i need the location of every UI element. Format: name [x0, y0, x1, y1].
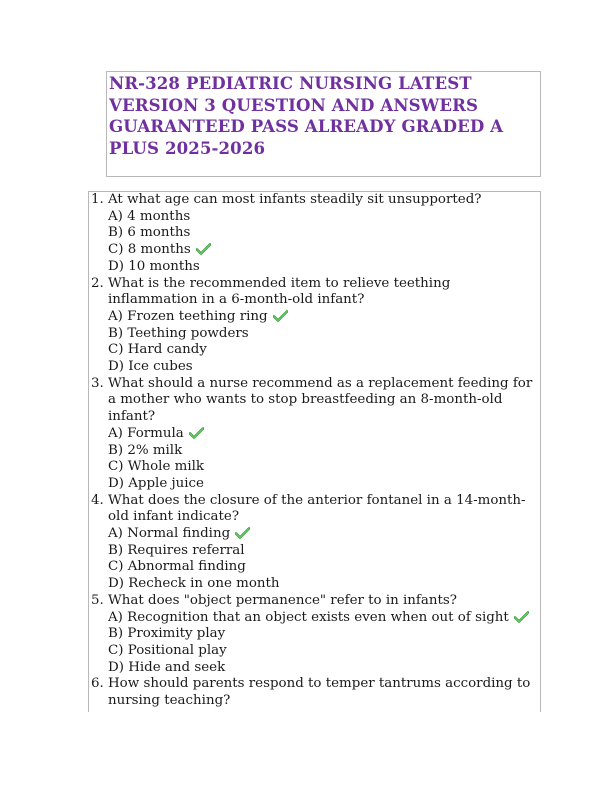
- option-label: B) Teething powders: [108, 325, 249, 341]
- option-label: B) 2% milk: [108, 442, 183, 458]
- option-label: C) 8 months: [108, 242, 191, 258]
- question-text: What should a nurse recommend as a replacement feeding for a mother who wants to stop breastfeeding an 8-month-old infant?: [108, 375, 533, 425]
- question-item: [89, 376, 540, 493]
- answer-option: [108, 643, 536, 660]
- question-item: [89, 192, 540, 276]
- answer-option: [108, 242, 536, 259]
- question-item: [89, 276, 540, 376]
- checkmark-icon: [273, 310, 288, 322]
- checkmark-icon: [189, 427, 204, 439]
- answer-option: [108, 610, 536, 627]
- question-text: What does "object permanence" refer to in infants?: [108, 592, 457, 608]
- answer-option: [108, 426, 536, 443]
- option-label: A) 4 months: [108, 208, 191, 224]
- answer-option: [108, 326, 536, 343]
- question-number: 5.: [91, 592, 104, 608]
- answer-option: [108, 225, 536, 242]
- answer-option: [108, 543, 536, 560]
- checkmark-icon: [196, 243, 211, 255]
- answer-option: [108, 660, 536, 677]
- question-text: At what age can most infants steadily sit unsupported?: [108, 192, 482, 207]
- option-label: C) Hard candy: [108, 342, 207, 358]
- question-text: How should parents respond to temper tantrums according to nursing teaching?: [108, 676, 531, 709]
- option-label: D) Apple juice: [108, 475, 204, 491]
- answer-option: [108, 359, 536, 376]
- option-list: [108, 426, 536, 493]
- question-item: [89, 493, 540, 593]
- answer-option: [108, 443, 536, 460]
- option-label: B) 6 months: [108, 225, 191, 241]
- document-title: NR-328 PEDIATRIC NURSING LATEST VERSION 3 QUESTION AND ANSWERS GUARANTEED PASS ALREADY GRADED A PLUS 2025-2026: [109, 73, 504, 158]
- option-label: A) Formula: [108, 425, 184, 441]
- answer-option: [108, 476, 536, 493]
- option-list: [108, 309, 536, 376]
- option-label: A) Normal finding: [108, 526, 231, 542]
- option-list: [108, 610, 536, 677]
- checkmark-icon: [235, 527, 250, 539]
- answer-option: [108, 526, 536, 543]
- answer-option: [108, 576, 536, 593]
- title-box: [106, 71, 541, 177]
- answer-option: [108, 626, 536, 643]
- question-number: 2.: [91, 275, 104, 291]
- question-number: 3.: [91, 375, 104, 391]
- question-item: [89, 676, 540, 709]
- option-label: A) Frozen teething ring: [108, 308, 268, 324]
- question-list: [89, 192, 540, 710]
- question-text: What does the closure of the anterior fontanel in a 14-month-old infant indicate?: [108, 492, 526, 525]
- answer-option: [108, 459, 536, 476]
- option-label: D) 10 months: [108, 258, 200, 274]
- question-number: 1.: [91, 192, 104, 207]
- answer-option: [108, 309, 536, 326]
- checkmark-icon: [514, 611, 529, 623]
- answer-option: [108, 342, 536, 359]
- question-number: 6.: [91, 676, 104, 692]
- answer-option: [108, 559, 536, 576]
- option-label: C) Positional play: [108, 642, 227, 658]
- question-item: [89, 593, 540, 677]
- option-list: [108, 209, 536, 276]
- option-label: D) Hide and seek: [108, 659, 226, 675]
- answer-option: [108, 259, 536, 276]
- option-label: B) Proximity play: [108, 626, 226, 642]
- question-text: What is the recommended item to relieve teething inflammation in a 6-month-old infant?: [108, 275, 451, 308]
- option-label: A) Recognition that an object exists even when out of sight: [108, 609, 509, 625]
- option-label: D) Recheck in one month: [108, 576, 280, 592]
- option-label: C) Abnormal finding: [108, 559, 246, 575]
- question-list-box: [88, 191, 541, 712]
- option-label: C) Whole milk: [108, 459, 205, 475]
- option-list: [108, 526, 536, 593]
- option-label: B) Requires referral: [108, 542, 245, 558]
- option-label: D) Ice cubes: [108, 359, 193, 375]
- answer-option: [108, 209, 536, 226]
- question-number: 4.: [91, 492, 104, 508]
